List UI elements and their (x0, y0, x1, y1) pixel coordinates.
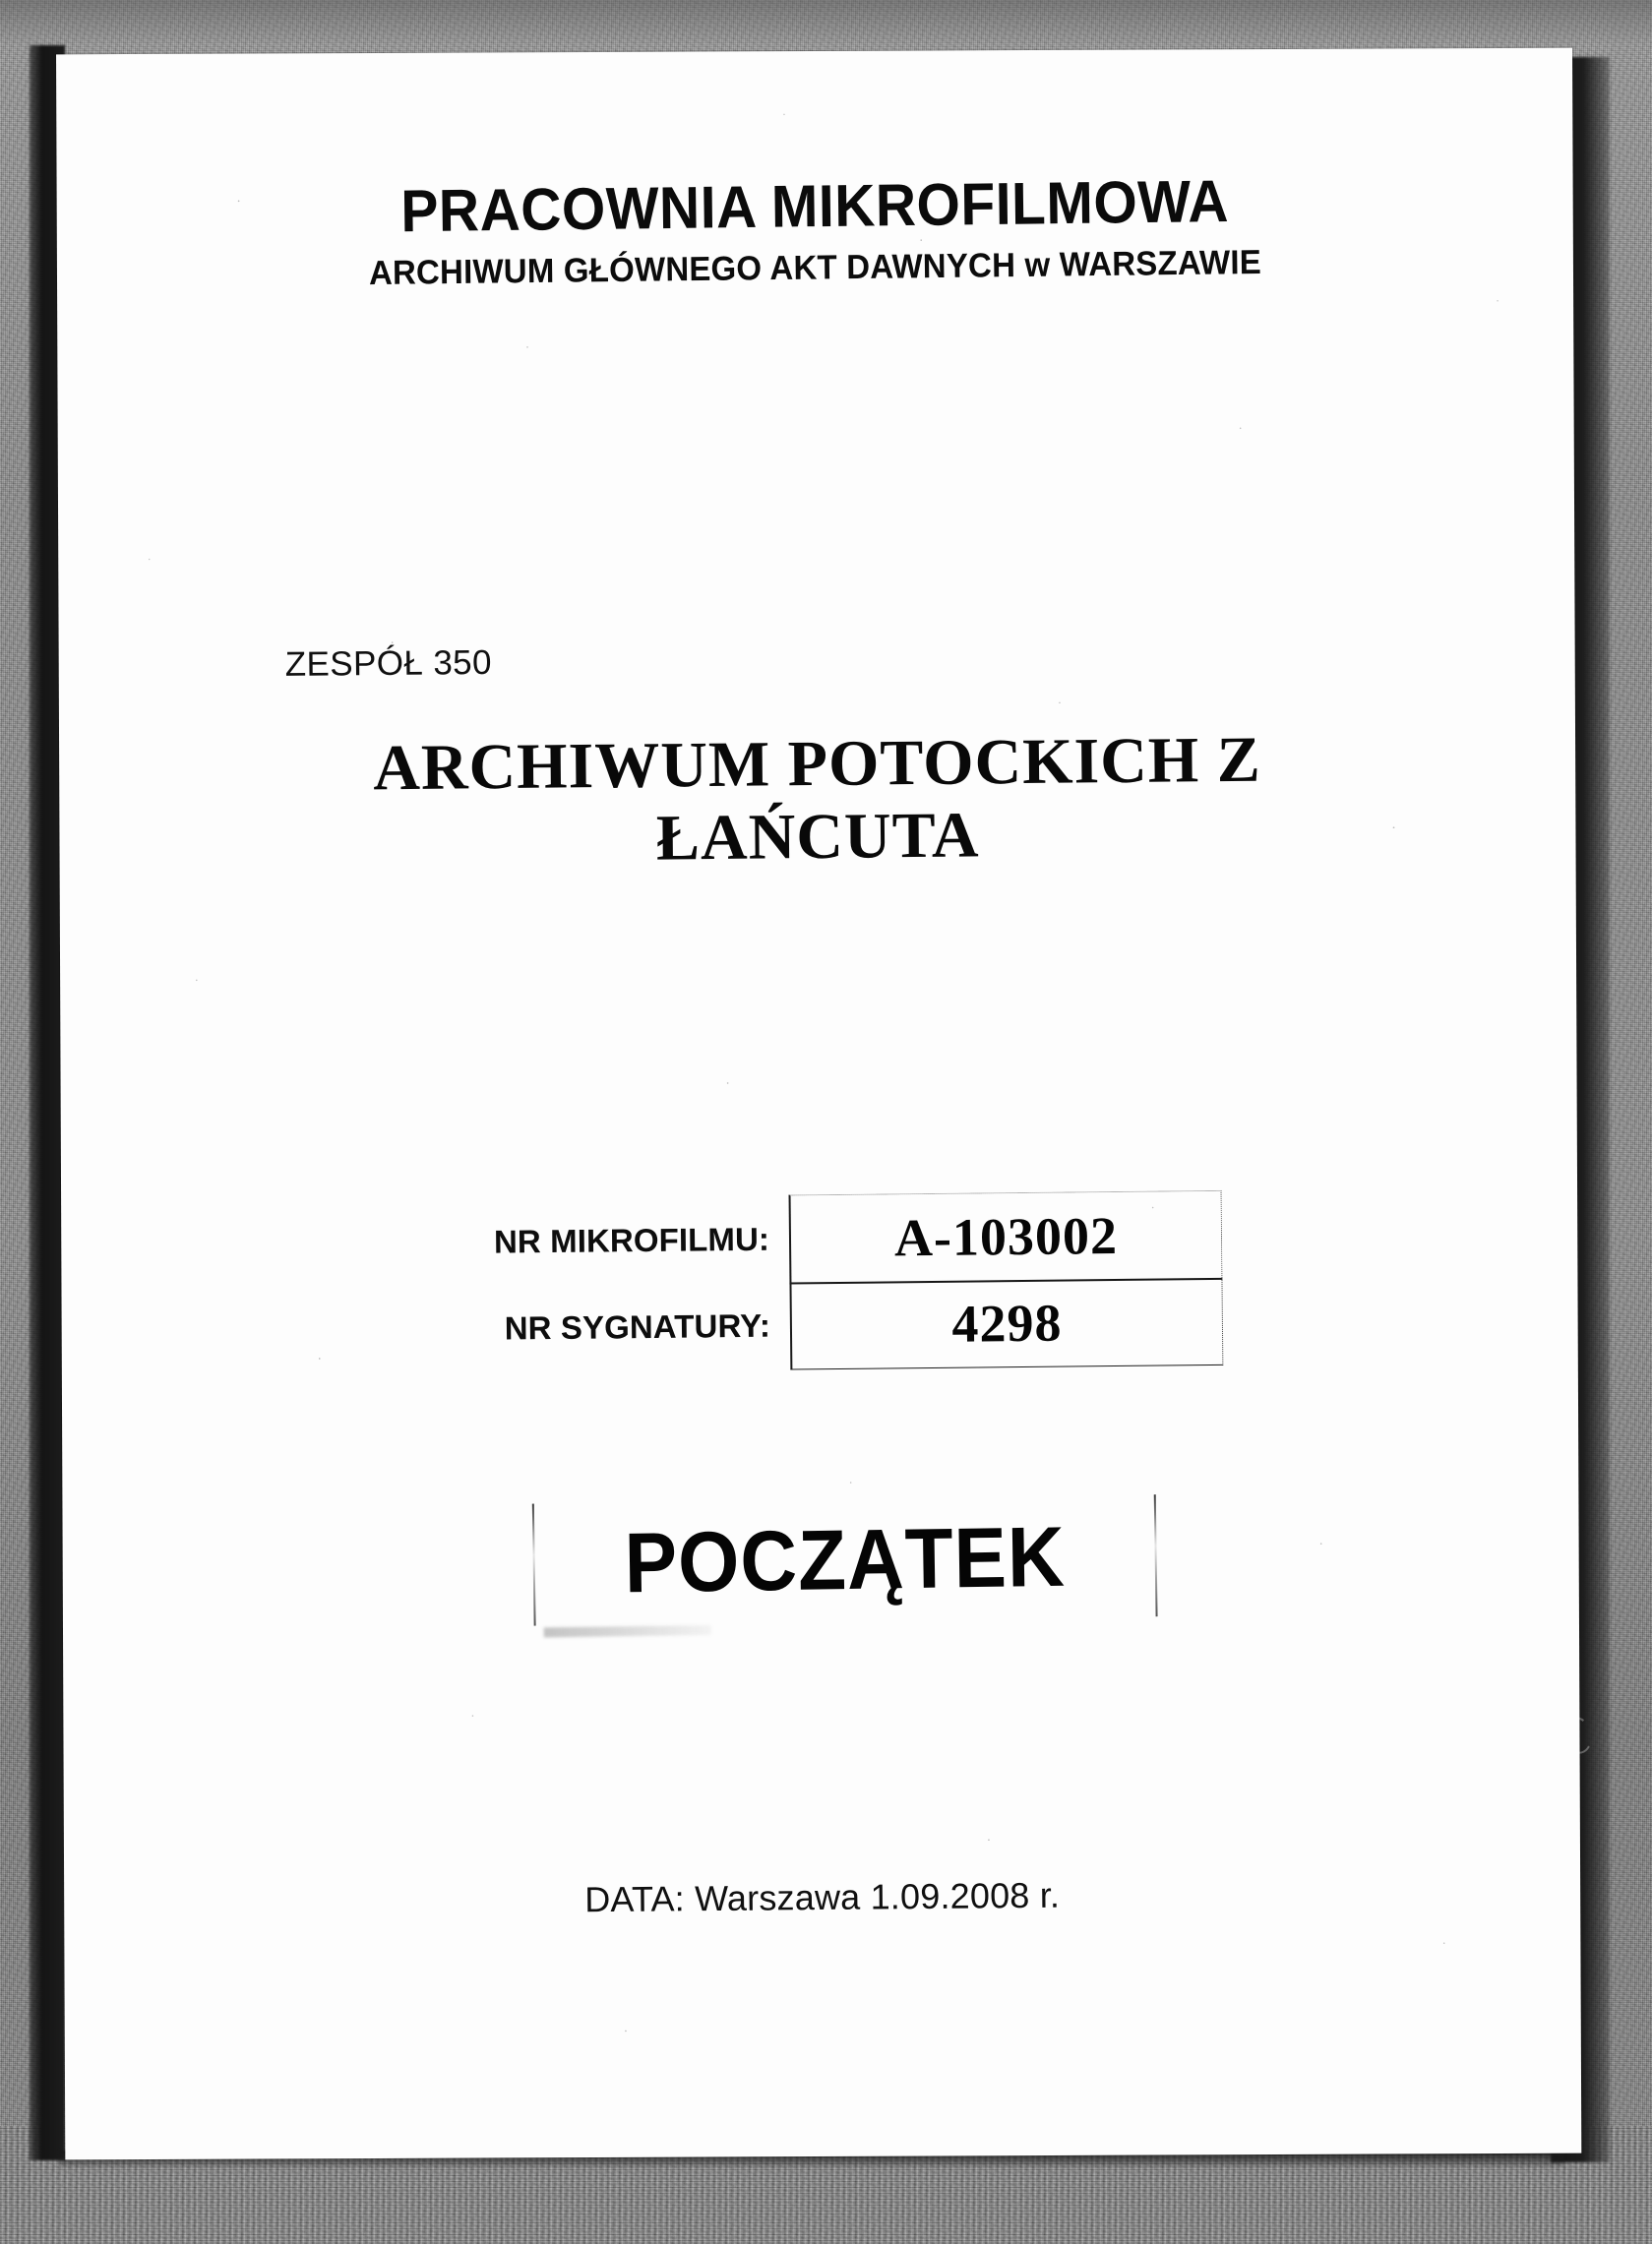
collection-title-line-1: ARCHIWUM POTOCKICH Z (372, 723, 1262, 805)
collection-title (59, 721, 1576, 881)
date-line: DATA: Warszawa 1.09.2008 r. (584, 1874, 1061, 1920)
start-stamp-text: POCZĄTEK (623, 1508, 1067, 1610)
signature-number-cell (789, 1277, 1223, 1369)
collection-title-line-2: ŁAŃCUTA (655, 799, 980, 875)
start-stamp (524, 1490, 1166, 1630)
signature-number-value: 4298 (951, 1293, 1063, 1354)
organization-title: PRACOWNIA MIKROFILMOWA (399, 167, 1230, 246)
microfilm-number-value: A-103002 (893, 1205, 1119, 1267)
microfilm-number-label: NR MIKROFILMU: (493, 1220, 770, 1260)
identifier-table (474, 1191, 1224, 1372)
scan-speckles (56, 48, 1581, 2160)
identifier-row-microfilm (474, 1191, 1223, 1286)
organization-subtitle: ARCHIWUM GŁÓWNEGO AKT DAWNYCH w WARSZAWIE (368, 242, 1262, 292)
microfilm-number-cell (789, 1189, 1223, 1284)
signature-number-label: NR SYGNATURY: (504, 1306, 771, 1347)
organization-header (57, 167, 1573, 292)
fonds-number: ZESPÓŁ 350 (284, 642, 493, 684)
identifier-row-signature (474, 1278, 1223, 1372)
stamp-ink-smudge (544, 1625, 711, 1638)
scan-backdrop-top-band (0, 0, 1652, 45)
document-sheet (56, 48, 1581, 2160)
